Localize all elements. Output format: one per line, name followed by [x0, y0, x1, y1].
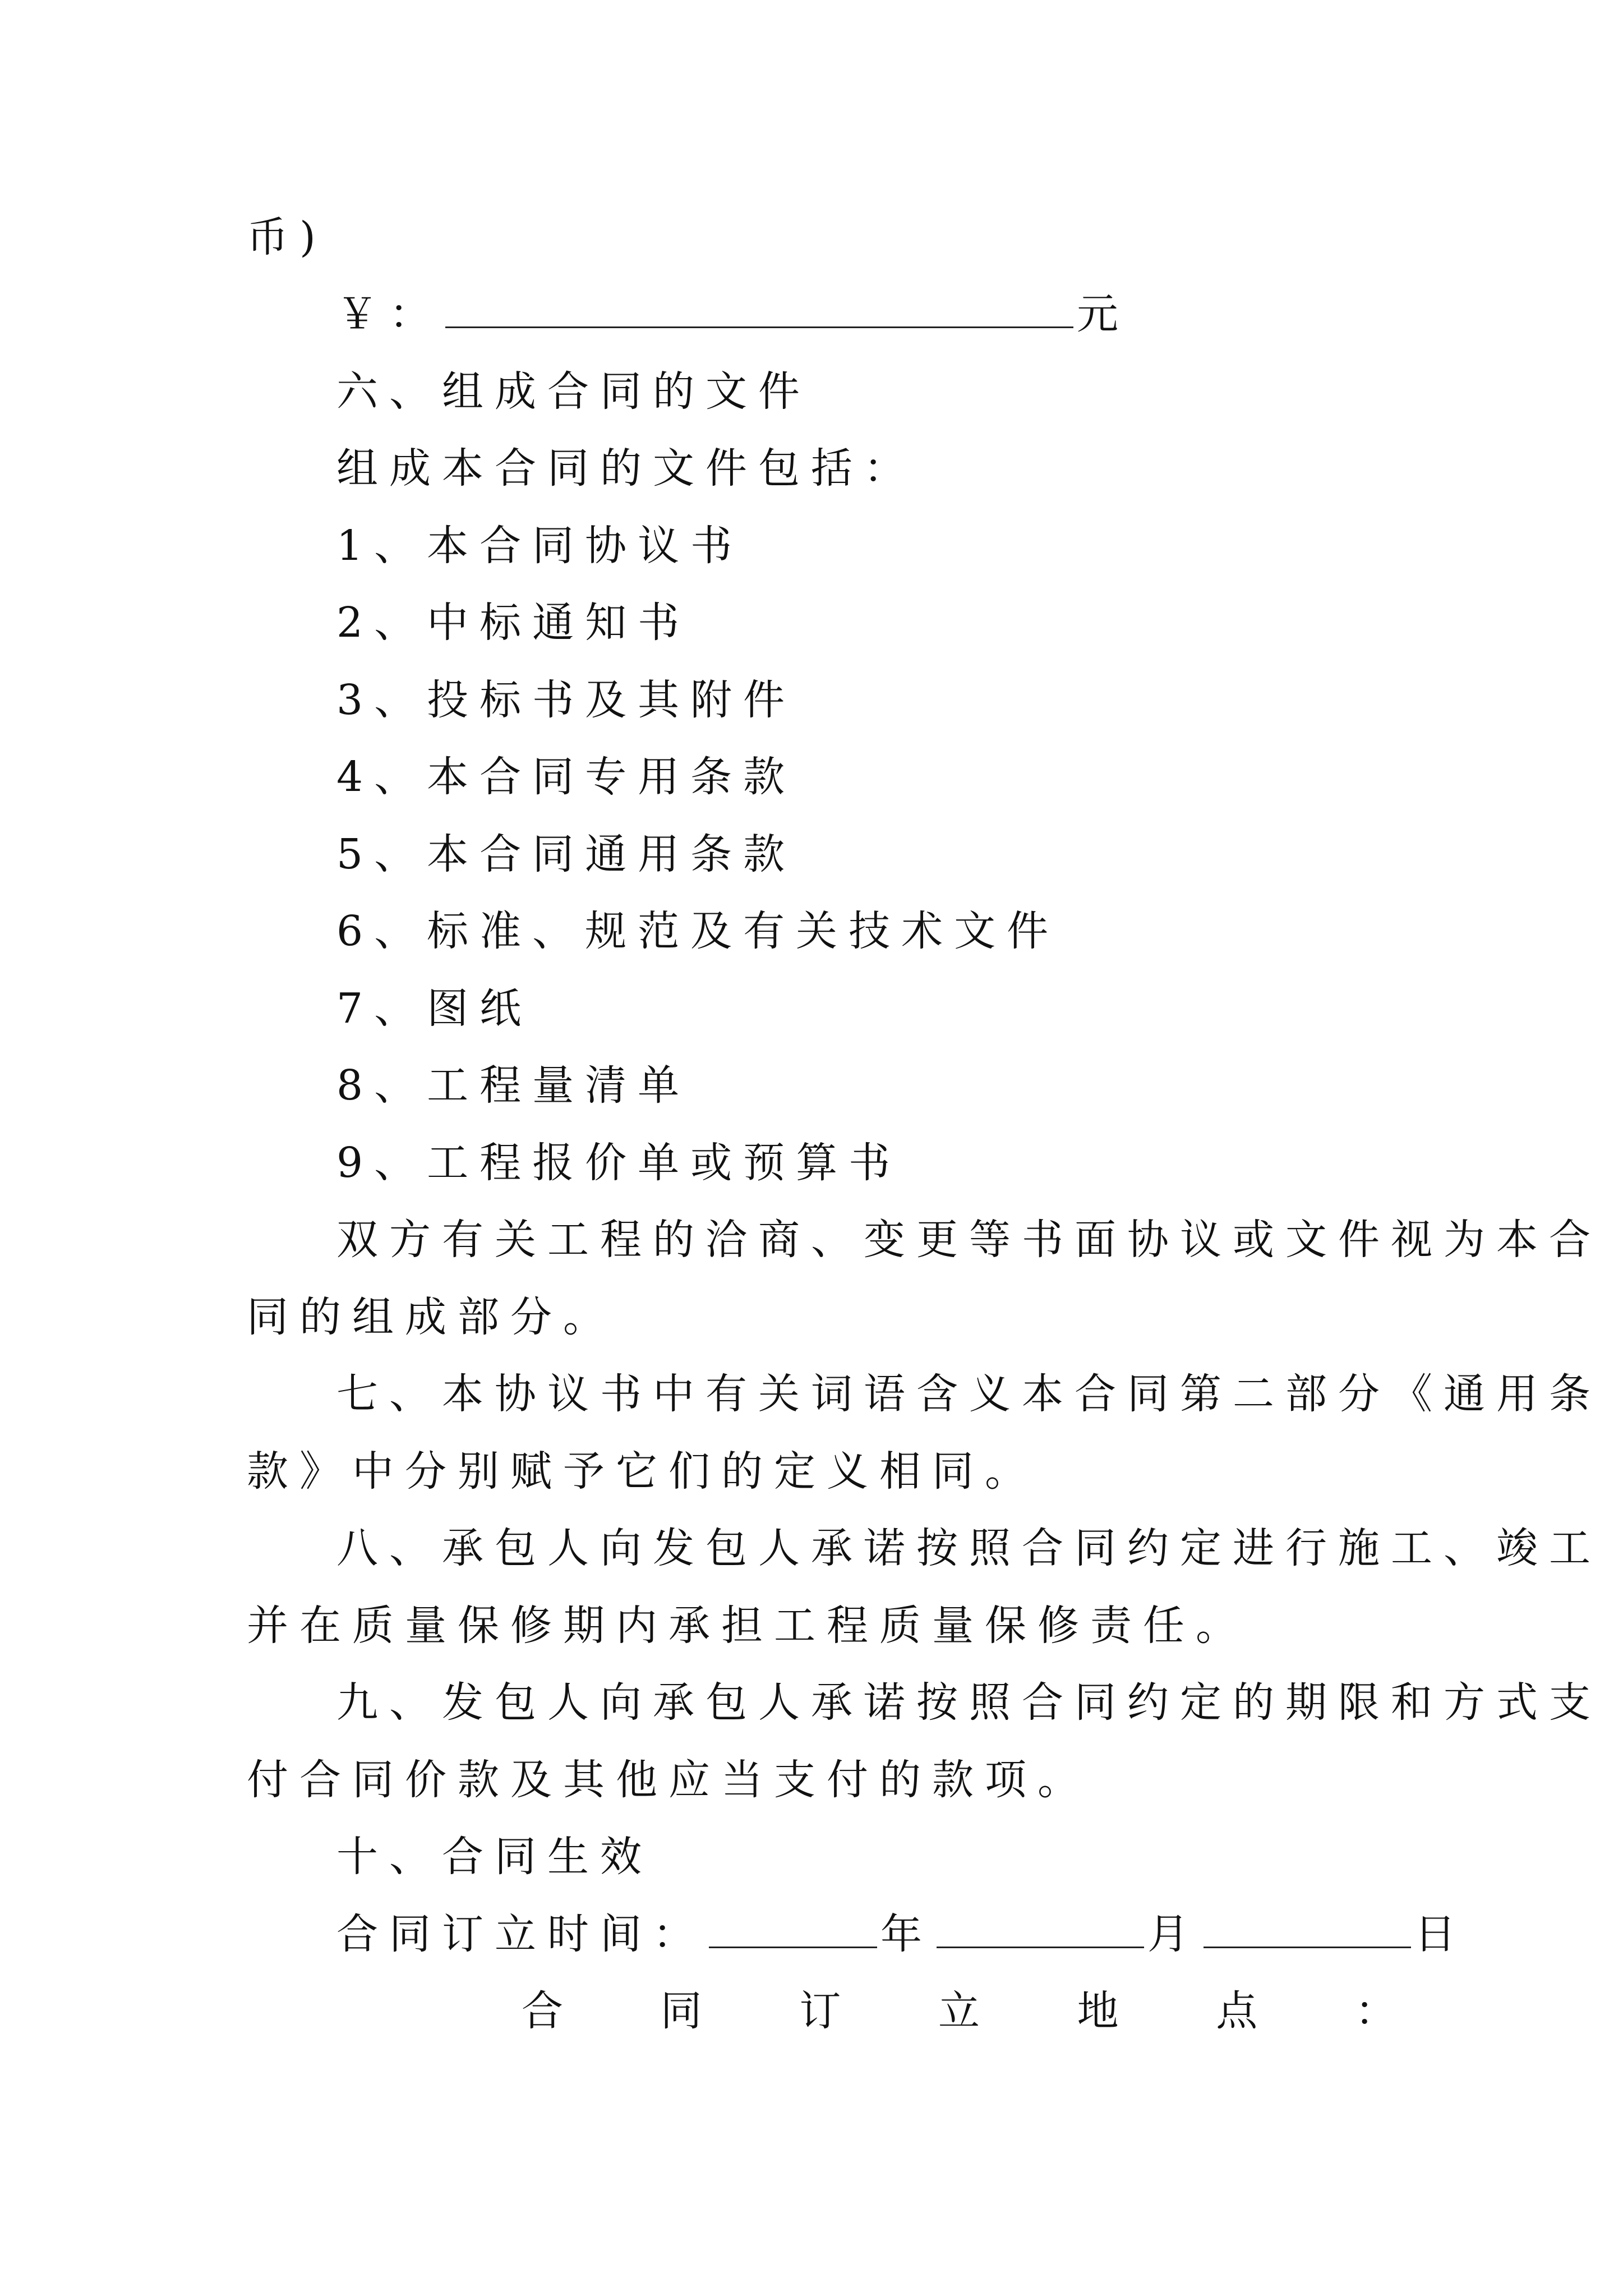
month-label: 月 — [1147, 1910, 1200, 1958]
month-blank[interactable] — [937, 1905, 1144, 1948]
section-10-title: 十、合同生效 — [336, 1833, 653, 1881]
amount-blank[interactable] — [445, 285, 1073, 328]
amount-suffix: 元 — [1077, 290, 1129, 338]
day-blank[interactable] — [1204, 1905, 1411, 1948]
section-6-title: 六、组成合同的文件 — [336, 367, 811, 416]
list-item: 3、投标书及其附件 — [336, 676, 796, 724]
list-item: 4、本合同专用条款 — [336, 753, 796, 801]
sign-place-char: 点 — [1216, 1987, 1258, 2035]
sign-place-char: 同 — [660, 1987, 702, 2035]
sign-place-char: 合 — [522, 1987, 563, 2035]
year-label: 年 — [880, 1910, 933, 1958]
year-blank[interactable] — [709, 1905, 877, 1948]
section-9-line-1: 九、发包人向承包人承诺按照合同约定的期限和方式支 — [336, 1678, 1602, 1727]
sign-place-line — [522, 1980, 1396, 2042]
list-item: 9、工程报价单或预算书 — [336, 1139, 902, 1187]
section-9-line-2: 付合同价款及其他应当支付的款项。 — [247, 1756, 1090, 1804]
sign-time-line — [336, 1903, 1467, 1965]
section-6-note-line-2: 同的组成部分。 — [247, 1293, 616, 1341]
currency-tail: 币) — [247, 213, 327, 261]
section-8-line-2: 并在质量保修期内承担工程质量保修责任。 — [247, 1602, 1248, 1650]
list-item: 5、本合同通用条款 — [336, 830, 796, 878]
sign-place-char: 订 — [799, 1987, 841, 2035]
sign-place-char: 立 — [938, 1987, 980, 2035]
list-item: 6、标准、规范及有关技术文件 — [336, 907, 1060, 955]
sign-time-label: 合同订立时间： — [336, 1910, 706, 1958]
sign-place-colon: ： — [1354, 1987, 1396, 2035]
section-7-line-1: 七、本协议书中有关词语含义本合同第二部分《通用条 — [336, 1370, 1602, 1418]
sign-place-char: 地 — [1077, 1987, 1119, 2035]
day-label: 日 — [1414, 1910, 1467, 1958]
amount-prefix: ￥： — [336, 290, 442, 338]
amount-line — [336, 283, 1129, 345]
section-6-intro: 组成本合同的文件包括： — [336, 444, 916, 493]
section-6-note-line-1: 双方有关工程的洽商、变更等书面协议或文件视为本合 — [336, 1216, 1602, 1264]
section-7-line-2: 款》中分别赋予它们的定义相同。 — [247, 1447, 1038, 1496]
list-item: 8、工程量清单 — [336, 1061, 691, 1110]
list-item: 7、图纸 — [336, 984, 533, 1033]
list-item: 2、中标通知书 — [336, 599, 691, 647]
list-item: 1、本合同协议书 — [336, 522, 744, 570]
section-8-line-1: 八、承包人向发包人承诺按照合同约定进行施工、竣工 — [336, 1524, 1602, 1572]
